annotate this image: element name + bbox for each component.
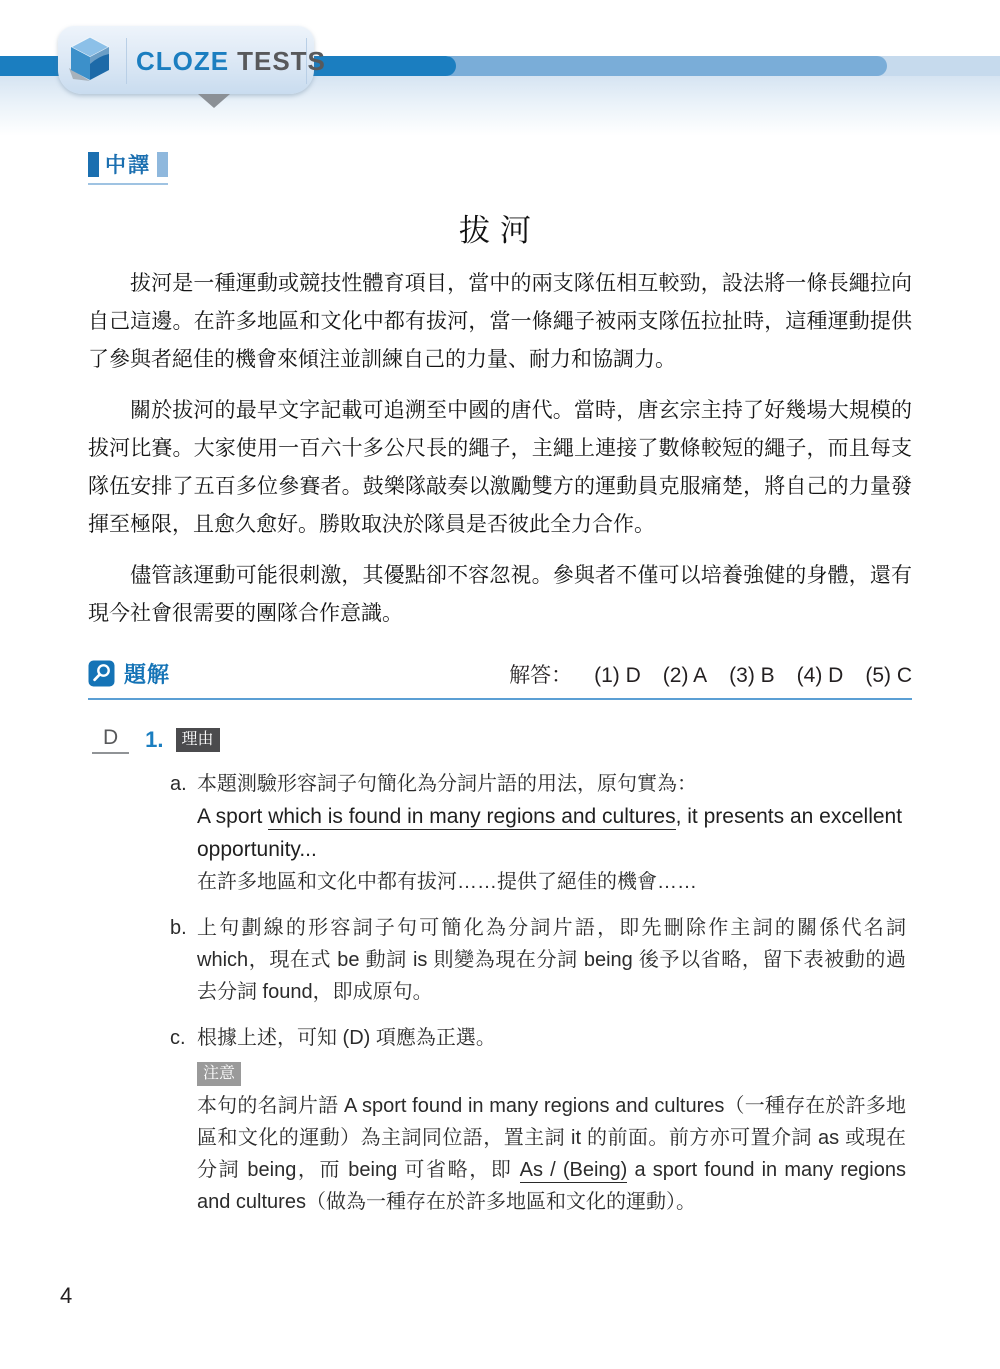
english-underlined: which is found in many regions and cultures xyxy=(268,805,676,828)
tab-pointer-icon xyxy=(198,94,230,108)
reason-badge: 理由 xyxy=(176,728,220,752)
chapter-title xyxy=(136,46,326,77)
chapter-title-secondary: TESTS xyxy=(237,46,326,76)
cube-icon xyxy=(66,34,114,86)
explanation-item-c xyxy=(170,1022,906,1218)
translation-section-label xyxy=(88,149,168,185)
item-marker: c. xyxy=(170,1027,186,1049)
item-content: 上句劃線的形容詞子句可簡化為分詞片語，即先刪除作主詞的關係代名詞 which，現在式 be 動詞 is 則變為現在分詞 being 後予以省略，留下表被動的過去分詞 found，即成原句。 xyxy=(197,917,906,1003)
solution-section-header xyxy=(88,658,912,700)
item-c-statement: 根據上述，可知 (D) 項應為正選。 xyxy=(197,1027,496,1049)
question-number: 1. xyxy=(145,727,164,752)
english-post: , it presents an excellent opportunity... xyxy=(197,805,903,861)
english-pre: A sport xyxy=(197,805,269,828)
chapter-header xyxy=(0,0,1000,135)
passage xyxy=(88,205,912,632)
answer-key-item: (1) D xyxy=(594,663,641,687)
answer-key xyxy=(509,659,912,689)
solution-label-group xyxy=(88,658,170,689)
explanation-item-a xyxy=(170,768,906,898)
passage-paragraph: 儘管該運動可能很刺激，其優點卻不容忽視。參與者不僅可以培養強健的身體，還有現今社會很需要的團隊合作意識。 xyxy=(88,563,912,625)
item-marker: b. xyxy=(170,917,187,939)
question-1-header xyxy=(92,726,1000,754)
tab-divider-left xyxy=(126,38,127,84)
item-c-note xyxy=(197,1090,906,1218)
translation-label-text: 中譯 xyxy=(105,154,151,177)
passage-paragraph: 拔河是一種運動或競技性體育項目，當中的兩支隊伍相互較勁，設法將一條長繩拉向自己這邊。在許多地區和文化中都有拔河，當一條繩子被兩支隊伍拉扯時，這種運動提供了參與者絕佳的機會來傾注並訓練自己的力量、耐力和協調力。 xyxy=(88,271,912,371)
answer-key-item: (3) B xyxy=(729,663,775,687)
answer-key-item: (4) D xyxy=(796,663,844,687)
item-content xyxy=(197,768,906,898)
answer-key-prefix: 解答： xyxy=(509,663,573,687)
item-a-intro: 本題測驗形容詞子句簡化為分詞片語的用法，原句實為： xyxy=(197,773,697,795)
header-band-medium xyxy=(440,56,887,76)
page-number: 4 xyxy=(60,1283,73,1308)
chapter-title-primary: CLOZE xyxy=(136,46,230,76)
solution-label-text: 題解 xyxy=(124,662,171,687)
note-post: a sport found in many regions and cultures（做為一種存在於許多地區和文化的運動）。 xyxy=(197,1159,906,1213)
passage-title: 拔河 xyxy=(459,213,541,249)
magnifier-icon xyxy=(88,660,115,687)
note-pre: 本句的名詞片語 A sport found in many regions and cultures（一種存在於許多地區和文化的運動）為主詞同位語，置主詞 it 的前面。前方亦可置介詞 as 或現在分詞 being，而 being 可省略，即 xyxy=(197,1095,906,1181)
item-marker: a. xyxy=(170,773,187,795)
label-bar-light xyxy=(157,152,168,177)
question-answer-letter: D xyxy=(92,726,129,754)
passage-paragraph: 關於拔河的最早文字記載可追溯至中國的唐代。當時，唐玄宗主持了好幾場大規模的拔河比賽。大家使用一百六十多公尺長的繩子，主繩上連接了數條較短的繩子，而且每支隊伍安排了五百多位參賽者。鼓樂隊敲奏以激勵雙方的運動員克服痛楚，將自己的力量發揮至極限，且愈久愈好。勝敗取決於隊員是否彼此全力合作。 xyxy=(88,398,912,536)
note-underlined: As / (Being) xyxy=(519,1159,628,1181)
label-bar-dark xyxy=(88,152,99,177)
note-badge: 注意 xyxy=(197,1062,241,1086)
answer-key-item: (2) A xyxy=(662,663,708,687)
item-a-english-sentence xyxy=(197,800,906,866)
answer-key-item: (5) C xyxy=(865,663,912,687)
item-content xyxy=(197,1022,906,1218)
item-a-translation: 在許多地區和文化中都有拔河……提供了絕佳的機會…… xyxy=(197,871,697,893)
explanation-item-b xyxy=(170,912,906,1008)
